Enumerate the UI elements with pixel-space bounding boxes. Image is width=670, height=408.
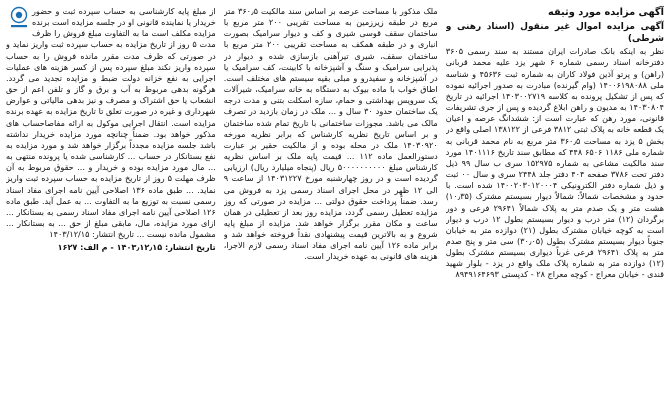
organization-seal-icon	[8, 6, 30, 30]
notice-columns	[6, 6, 664, 404]
notice-subtitle: آگهی مزایده اموال غیر منقول (اسناد رهنی و شرطی)	[445, 21, 664, 44]
notice-body-right: نظر به اینکه بانک صادرات ایران مستند به سند رسمی ۳۶۰۵ دفترخانه اسناد رسمی شماره ۶ شهر یزد علیه محمد قربانی (راهن) و پرتو آذین فولاد کاران به شماره ثبت ۴۵۶۳۶ و شناسه ملی ۱۴۰۰۶۱۹۸۰۸۸ (وام گیرنده) مبادرت به صدور اجرائیه نموده که پس از تشکیل پرونده به کلاسه ۱۴۰۳۰۰۲۷۱۹ اجرائیه در تاریخ ۱۴۰۳۰۸۰۴ به مدیون و راهن ابلاغ گردیده و پس از جری تشریفات قانونی، مورد رهن که عبارت است از: ششدانگ عرصه و اعیان یک قطعه خانه به پلاک ثبتی ۳۸۱۲ فرعی از ۱۳۸۱۲۲ اصلی واقع در بخش ۵ یزد به مساحت ۳۶۰٫۵ متر مربع به نام محمد قربانی به شماره ملی ۱۱۸۶ ۶۵۰۶ ۴۴۸ که مطابق سند تاریخ ۱۴۰۱۱۱۶ مورد سند مالکیت مشاعی به شماره ۱۵۲۹۷۵ سری ب سال ۹۹ ذیل دفتر تحت ۳۷۸۶ صفحه ۴۰۴ دفتر جلد ۲۴۴۸ سری و سال ۰۰ ثبت و ذیل شماره دفتر الکترونیکی ۱۴۰۰۲۰۳۰۱۲۰۰۰۴ شده است. با حدود و مشخصات شمالاً: شمالاً دیوار بسیستم مشترک (۱۰٫۳۵) هشت متر و یک صدم متر به پلاک شمالاً ۲۹۶۴۱ فرعی و دور برگردان (۱۲) متر درب و دیوار بسیستم بطول ۱۲ درب و دیوار است به کوچه خیابان مشترک بطول (۲۱) دوازده متر به خیابان جنوباً دیوار بسیستم مشترک بطول (۳۰٫۰۵) سی متر و پنج صدم متر به پلاک ۲۹۶۴۱ فرعی غرباً دیواری بسیستم مشترک بطول (۱۲) دوازده متر به شماره پلاک ملک واقع در یزد - بلوار شهید قندی - خیابان معراج - کوچه معراج ۲۸ - کدپستی ۸۹۴۹۱۶۴۶۹۳	[445, 46, 664, 280]
publish-date: تاریخ انتشار: ۱۴۰۳٫۱۲٫۱۵ - م الف: ۱۶۲۷	[57, 242, 216, 253]
notice-column-right	[446, 6, 664, 404]
notice-column-middle	[224, 6, 438, 404]
notice-column-left	[6, 6, 216, 404]
notice-body-middle: ملک مذکور با مساحت عرصه بر اساس سند مالکیت ۳۶۰٫۵ متر مربع در طبقه زیرزمین به مساحت تقریبی ۲۰۰ متر مربع با ساختمان سقف قوسی شیری و کف و دیوار سرامیک بصورت انباری و در طبقه همکف به مساحت تقریبی ۲۰۰ متر مربع با ساختمان سقف، شیری تیرآهنی بازسازی شده و دیوار در پذیرایی سرامیک و سنگ و آشپزخانه با کابینت، کف سرامیک یا در آشپزخانه و سفیدرو و مبلی بقیه سیستم های مختلف است. اطاق خواب با ماده بیوک به دستگاه به خانه سرامیک، شیرآلات یک سرویس بهداشتی و حمام، سازه اسکلت بتنی و مدت درجه یک ساختمان حدود ۳۰ سال و ... ملک در زمان بازدید در تصرف مالک می باشد. مجوزات ساختمانی با تاریخ تمام شده ساختمان و بر اساس تاریخ نظریه کارشناس که برابر نظریه مورخه ۱۴۰۳۰۹۲۰ ملک در محله بوده و از مالکیت حقیر بر عبارت دستورالعمل ماده ۱۱۲ ... قیمت پایه ملک بر اساس نظریه کارشناس مبلغ ۵۰۰۰۰۰۰۰۰۰۰ ریال (پنجاه میلیارد ریال) ارزیابی گردیده است و در روز چهارشنبه مورخ ۱۴۰۳۱۲۲۷ از ساعت ۹ الی ۱۲ ظهر در محل اجرای اسناد رسمی یزد به فروش می رسد. ضمناً پرداخت حقوق دولتی ... مزایده در صورتی که روز مزایده تعطیل رسمی گردد، مزایده روز بعد از تعطیلی در همان ساعت و مکان مقرر برگزار خواهد شد. مزایده از مبلغ پایه شروع و به بالاترین قیمت پیشنهادی نقداً فروخته خواهد شد و برابر ماده ۱۲۶ آیین نامه اجرای مفاد اسناد رسمی لازم الاجرا، هزینه های قانونی به عهده خریدار است.	[223, 6, 438, 262]
notice-title: آگهی مزایده مورد وثیقه	[548, 7, 664, 18]
notice-body-left: از مبلغ پایه کارشناسی به حساب سپرده ثبت و حضور خریدار یا نماینده قانونی او در جلسه مزایده است برنده مزایده مکلف است ما به التفاوت مبلغ فروش را ظرف مدت ۵ روز از تاریخ مزایده به حساب سپرده ثبت واریز نماید و در صورتی که ظرف مدت مقرر مانده فروش را به حساب سپرده واریز نکند مبلغ سپرده پس از کسر هزینه های عملیات اجرایی به نفع خزانه دولت ضبط و مزایده تجدید می گردد. هرگونه بدهی مربوط به آب و برق و گاز و تلفن اعم از حق انشعاب یا حق اشتراک و مصرف و نیز بدهی مالیاتی و عوارض شهرداری و غیره در صورت تعلق تا تاریخ مزایده به عهده برنده مزایده است. انتقال اجرایی موکول به ارائه مفاصاحساب های مذکور خواهد بود. ضمناً چنانچه مورد مزایده خریدار نداشته باشد جلسه مزایده مجدداً برگزار خواهد شد و مورد مزایده به نفع بستانکار در حساب ... کارشناسی شده یا پرونده منتهی به ... مال مورد مزایده بوده و خریدار و ... حقوق مربوط به آن ظرف مهلت ۵ روز از تاریخ مزایده به حساب سپرده ثبت واریز نماید. ... طبق ماده ۱۳۶ اصلاحی آیین نامه اجرای مفاد اسناد رسمی نسبت به توزیع ما به التفاوت ... به عمل آید. طبق ماده ۱۲۶ اصلاحی آیین نامه اجرای مفاد اسناد رسمی به بستانکار ... ازای مورد مزایده، مال، مابقی مبلغ از حق ... به بستانکار ... مشمول مانده نیست ... تاریخ انتشار: ۱۴۰۳/۱۲/۱۵	[6, 6, 216, 240]
